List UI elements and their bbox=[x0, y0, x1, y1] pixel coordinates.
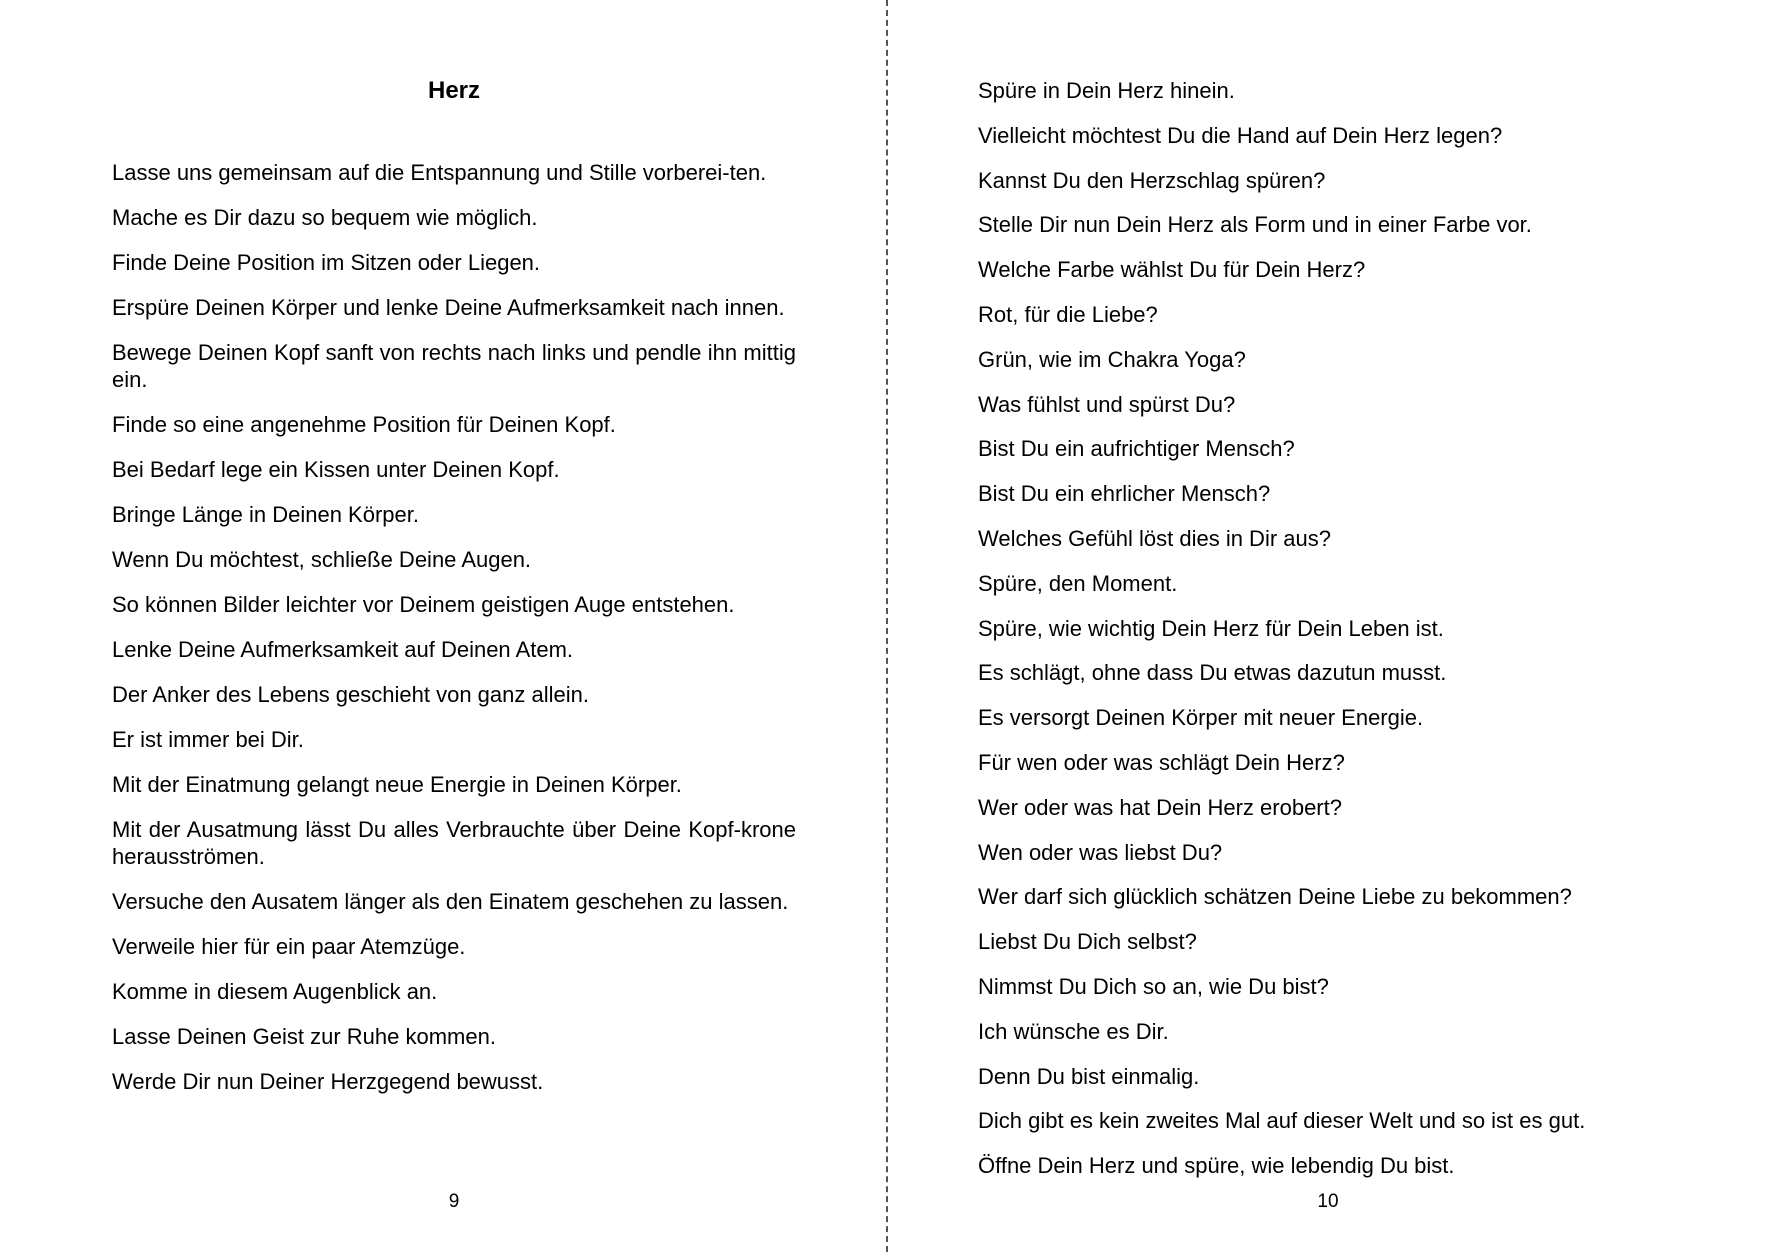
text-line: Rot, für die Liebe? bbox=[978, 301, 1158, 327]
text-line: Öffne Dein Herz und spüre, wie lebendig Du bist. bbox=[978, 1153, 1455, 1179]
text-line: Mit der Einatmung gelangt neue Energie in Deinen Körper. bbox=[112, 772, 682, 797]
text-line: Spüre in Dein Herz hinein. bbox=[978, 78, 1235, 103]
text-line: Vielleicht möchtest Du die Hand auf Dein Herz legen? bbox=[978, 122, 1503, 148]
page-title: Herz bbox=[427, 77, 481, 104]
text-line: Verweile hier für ein paar Atemzüge. bbox=[112, 934, 466, 959]
text-line: Lenke Deine Aufmerksamkeit auf Deinen Atem. bbox=[112, 637, 574, 662]
text-line: Wer oder was hat Dein Herz erobert? bbox=[978, 794, 1342, 820]
right-page bbox=[978, 0, 1678, 1252]
text-line: Welches Gefühl löst dies in Dir aus? bbox=[978, 525, 1331, 551]
text-line: Für wen oder was schlägt Dein Herz? bbox=[978, 749, 1345, 775]
text-line: Mit der Ausatmung lässt Du alles Verbrauchte über Deine Kopf-krone herausströmen. bbox=[112, 817, 796, 869]
text-line: Bist Du ein ehrlicher Mensch? bbox=[978, 481, 1271, 507]
left-page bbox=[112, 0, 796, 1252]
text-line: Ich wünsche es Dir. bbox=[978, 1018, 1169, 1044]
text-line: Bringe Länge in Deinen Körper. bbox=[112, 502, 419, 527]
right-page-text bbox=[978, 77, 1678, 1197]
left-page-text bbox=[112, 159, 796, 1113]
text-line: Komme in diesem Augenblick an. bbox=[112, 979, 438, 1004]
text-line: Es versorgt Deinen Körper mit neuer Energie. bbox=[978, 705, 1424, 731]
text-line: Der Anker des Lebens geschieht von ganz allein. bbox=[112, 682, 589, 707]
text-line: Bist Du ein aufrichtiger Mensch? bbox=[978, 436, 1295, 462]
text-line: Werde Dir nun Deiner Herzgegend bewusst. bbox=[112, 1069, 544, 1094]
text-line: Finde so eine angenehme Position für Deinen Kopf. bbox=[112, 412, 616, 437]
text-line: Es schlägt, ohne dass Du etwas dazutun musst. bbox=[978, 660, 1447, 686]
text-line: Lasse Deinen Geist zur Ruhe kommen. bbox=[112, 1024, 496, 1049]
text-line: Spüre, wie wichtig Dein Herz für Dein Leben ist. bbox=[978, 615, 1444, 641]
text-line: Was fühlst und spürst Du? bbox=[978, 391, 1236, 417]
text-line: Bewege Deinen Kopf sanft von rechts nach links und pendle ihn mittig ein. bbox=[112, 340, 796, 392]
text-line: Finde Deine Position im Sitzen oder Liegen. bbox=[112, 250, 541, 275]
text-line: Wen oder was liebst Du? bbox=[978, 839, 1223, 865]
text-line: Stelle Dir nun Dein Herz als Form und in einer Farbe vor. bbox=[978, 212, 1532, 238]
text-line: Liebst Du Dich selbst? bbox=[978, 929, 1197, 955]
text-line: Denn Du bist einmalig. bbox=[978, 1063, 1200, 1089]
text-line: Wer darf sich glücklich schätzen Deine Liebe zu bekommen? bbox=[978, 884, 1572, 910]
text-line: Versuche den Ausatem länger als den Einatem geschehen zu lassen. bbox=[112, 889, 789, 914]
text-line: Bei Bedarf lege ein Kissen unter Deinen Kopf. bbox=[112, 457, 560, 482]
text-line: Er ist immer bei Dir. bbox=[112, 727, 304, 752]
page-number: 9 bbox=[448, 1191, 460, 1212]
page-number: 10 bbox=[1317, 1191, 1339, 1212]
text-line: Spüre, den Moment. bbox=[978, 570, 1178, 596]
text-line: Dich gibt es kein zweites Mal auf dieser Welt und so ist es gut. bbox=[978, 1108, 1586, 1134]
text-line: Wenn Du möchtest, schließe Deine Augen. bbox=[112, 547, 532, 572]
page-fold-divider bbox=[886, 0, 888, 1252]
text-line: Nimmst Du Dich so an, wie Du bist? bbox=[978, 973, 1329, 999]
text-line: Mache es Dir dazu so bequem wie möglich. bbox=[112, 205, 538, 230]
text-line: Erspüre Deinen Körper und lenke Deine Aufmerksamkeit nach innen. bbox=[112, 295, 785, 320]
text-line: So können Bilder leichter vor Deinem geistigen Auge entstehen. bbox=[112, 592, 735, 617]
text-line: Grün, wie im Chakra Yoga? bbox=[978, 346, 1246, 372]
text-line: Welche Farbe wählst Du für Dein Herz? bbox=[978, 257, 1366, 283]
text-line: Kannst Du den Herzschlag spüren? bbox=[978, 167, 1326, 193]
text-line: Lasse uns gemeinsam auf die Entspannung und Stille vorberei-ten. bbox=[112, 160, 767, 185]
